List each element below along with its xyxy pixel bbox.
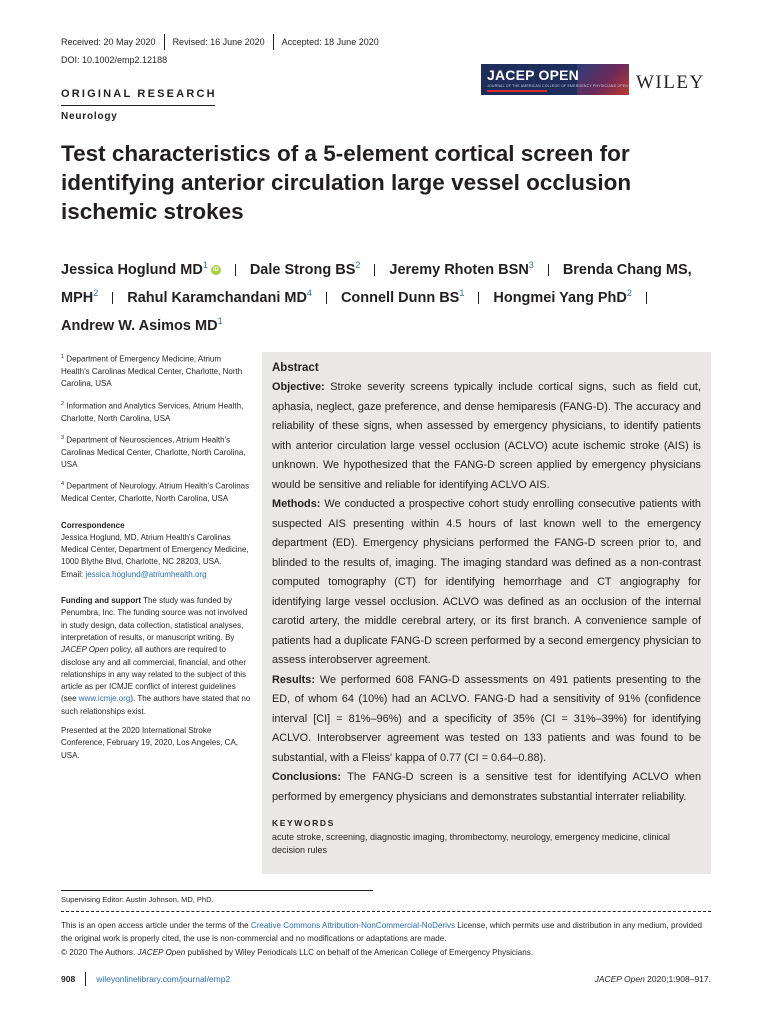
section-label: ORIGINAL RESEARCH — [61, 88, 217, 100]
received-date: Received: 20 May 2020 — [61, 37, 156, 47]
journal-url-link[interactable]: wileyonlinelibrary.com/journal/emp2 — [96, 974, 231, 984]
divider — [164, 34, 165, 50]
abstract-heading: Abstract — [272, 362, 319, 374]
orcid-icon[interactable]: iD — [212, 267, 219, 273]
publisher-logo: WILEY — [636, 72, 705, 93]
revised-date: Revised: 16 June 2020 — [172, 37, 265, 47]
email-link[interactable]: jessica.hoglund@atriumhealth.org — [85, 569, 207, 579]
license-divider — [61, 911, 711, 912]
divider — [646, 292, 647, 304]
sidebar — [61, 351, 251, 769]
author[interactable]: Dale Strong $BS^2$ — [249, 260, 361, 278]
citation: JACEP Open 2020;1:908–917. — [594, 974, 711, 984]
logo-graphic — [577, 64, 629, 95]
article-title: Test characteristics of a 5-element cortical screen for identifying anterior circulation large vessel occlusion ischemic strokes — [61, 141, 632, 224]
logo-accent — [487, 90, 547, 92]
divider — [374, 264, 375, 276]
affiliation: $^3$ Department of Neurosciences, Atrium Health's Carolinas Medical Center, Charlotte, North Carolina, USA — [61, 434, 246, 470]
funding-heading: Funding and support — [61, 596, 141, 606]
accepted-date: Accepted: 18 June 2020 — [281, 37, 379, 47]
methods-label: Methods: — [272, 498, 321, 510]
article-dates — [61, 34, 379, 50]
correspondence — [61, 520, 251, 581]
section-rule — [61, 105, 215, 106]
footnote-rule — [61, 890, 373, 891]
presentation-note: Presented at the 2020 International Stroke Conference, February 19, 2020, Los Angeles, CA, USA. — [61, 726, 238, 760]
divider — [235, 264, 236, 276]
affiliation: $^1$ Department of Emergency Medicine, Atrium Health's Carolinas Medical Center, Charlotte, North Carolina, USA — [61, 354, 243, 389]
journal-logo — [481, 64, 629, 95]
divider — [273, 34, 274, 50]
affiliation: $^4$ Department of Neurology, Atrium Health's Carolinas Medical Center, Charlotte, North Carolina, USA — [61, 481, 250, 504]
results-text: We performed 608 FANG-D assessments on 491 patients presenting to the ED, of whom 64 (10%) had an ACLVO. FANG-D had a sensitivity of 91% (confidence interval [CI] = 81%–96%) and a specificity of 35% (CI = 31%–39%) for identifying ACLVO. Interobserver agreement was tested on 133 patients and was found to be substantial, with a Fleiss' kappa of 0.77 (CI = 0.64–0.88). — [272, 673, 701, 764]
abstract-body — [272, 378, 701, 807]
objective-text: Stroke severity screens typically include cortical signs, such as field cut, aphasia, neglect, gaze preference, and dense hemiparesis (FANG-D). The accuracy and reliability of these signs, when assessed by emergency physicians, to identify patients with anterior circulation large vessel occlusion (ACLVO) acute ischemic stroke (AIS) is unknown. We hypothesized that the FANG-D screen applied by emergency physicians would be sensitive and reliable for identifying ACLVO AIS. — [272, 381, 701, 491]
supervising-editor: Supervising Editor: Austin Johnson, MD, PhD. — [61, 895, 214, 904]
keywords-heading: KEYWORDS — [272, 818, 335, 828]
divider — [326, 292, 327, 304]
conclusions-label: Conclusions: — [272, 771, 341, 783]
journal-logo-subtitle: JOURNAL OF THE AMERICAN COLLEGE OF EMERGENCY PHYSICIANS OPEN — [487, 84, 629, 88]
methods-text: We conducted a prospective cohort study enrolling consecutive patients with suspected AIS presenting within 4.5 hours of last known well to the emergency department (ED). Emergency physicians performed the FANG-D screen prior to, and blinded to the results of, imaging. The imaging standard was defined as a non-contrast computed tomography (CT) for identifying hemorrhage and CT angiography for identifying large vessel occlusion. ACLVO was defined as an occlusion of the internal carotid artery, the middle cerebral artery, or its first branch. A convenience sample of patients had a duplicate FANG-D screen performed by a second emergency physician to assess interobserver agreement. — [272, 498, 701, 666]
funding-statement: Funding and support The study was funded by Penumbra, Inc. The funding source was not involved in study design, data collection, statistical analyses, interpretation of results, or manuscript writing. By JACEP Open policy, all authors are required to disclose any and all commercial, financial, and other relationships in any way related to the subject of this article as per ICMJE conflict of interest guidelines (see www.icmje.org). The authors have stated that no such relationships exist. — [61, 596, 251, 716]
author[interactable]: Brenda Chang MS, MPH$^2$ — [61, 261, 692, 307]
license-link[interactable]: Creative Commons Attribution-NonCommercial-NoDerivs — [250, 921, 456, 930]
journal-logo-text: JACEP OPEN — [487, 67, 579, 83]
author[interactable]: Rahul Karamchandani $MD^4$ — [127, 288, 312, 307]
license-statement: This is an open access article under the terms of the Creative Commons Attribution-NonCommercial-NoDerivs License, which permits use and distribution in any medium, provided the original work is properly cited, the use is non-commercial and no modifications or adaptations are made. © 2020 The Authors. JACEP Open published by Wiley Periodicals LLC on behalf of the American College of Emergency Physicians. — [61, 921, 703, 957]
objective-label: Objective: — [272, 381, 325, 393]
author[interactable]: Hongmei Yang PhD$^2$ — [493, 288, 632, 307]
correspondence-heading: Correspondence — [61, 520, 125, 530]
author[interactable]: Jeremy Rhoten BSN$^3$ — [389, 260, 534, 278]
keywords-list: acute stroke, screening, diagnostic imaging, thrombectomy, neurology, emergency medicine, clinical decision rules — [272, 832, 670, 855]
author[interactable]: Connell Dunn $BS^1$ — [340, 288, 465, 307]
divider — [85, 972, 86, 986]
author-list — [61, 254, 711, 339]
abstract-box — [262, 352, 711, 874]
divider — [112, 292, 113, 304]
author[interactable]: Jessica Hoglund $MD^1$ iD — [61, 260, 219, 278]
divider — [548, 264, 549, 276]
page-number: 908 — [61, 974, 76, 984]
page-footer — [61, 972, 711, 986]
email-label: Email: — [61, 569, 86, 579]
correspondence-text: Jessica Hoglund, MD, Atrium Health's Carolinas Medical Center, Department of Emergency Medicine, 1000 Blythe Blvd, Charlotte, NC 28203, USA. — [61, 532, 249, 567]
divider — [478, 292, 479, 304]
icmje-link[interactable]: www.icmje.org — [78, 694, 131, 704]
conclusions-text: The FANG-D screen is a sensitive test for identifying ACLVO when performed by emergency physicians and demonstrates substantial interrater reliability. — [272, 771, 701, 803]
subsection-label: Neurology — [61, 111, 118, 122]
results-label: Results: — [272, 673, 315, 686]
author[interactable]: Andrew W. Asimos $MD^1$ — [61, 316, 223, 335]
doi[interactable]: DOI: 10.1002/emp2.12188 — [61, 55, 168, 65]
affiliation: $^2$ Information and Analytics Services, Atrium Health, Charlotte, North Carolina, USA — [61, 400, 244, 423]
